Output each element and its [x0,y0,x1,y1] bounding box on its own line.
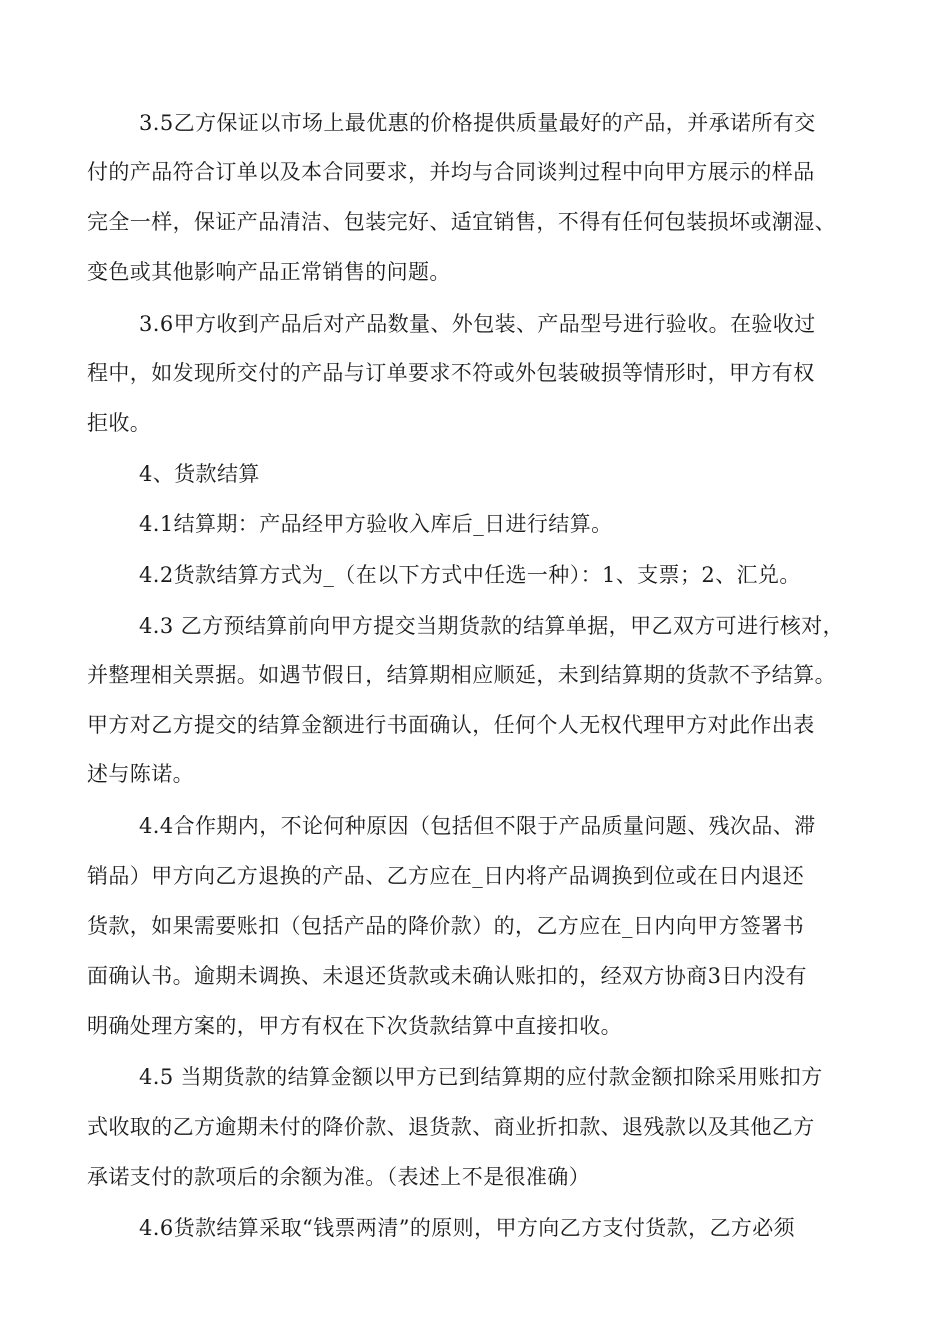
text-line: 货款，如果需要账扣（包括产品的降价款）的，乙方应在_日内向甲方签署书 [87,914,805,938]
text-line: 3.6甲方收到产品后对产品数量、外包装、产品型号进行验收。在验收过 [139,312,816,336]
text-line: 并整理相关票据。如遇节假日，结算期相应顺延，未到结算期的货款不予结算。 [87,663,836,687]
text-line: 3.5乙方保证以市场上最优惠的价格提供质量最好的产品，并承诺所有交 [139,111,816,135]
text-line: 述与陈诺。 [87,762,194,786]
text-line: 面确认书。逾期未调换、未退还货款或未确认账扣的，经双方协商3日内没有 [87,964,807,988]
text-line: 4.5 当期货款的结算金额以甲方已到结算期的应付款金额扣除采用账扣方 [139,1065,823,1089]
text-line: 4.1结算期：产品经甲方验收入库后_日进行结算。 [139,512,613,536]
text-line: 拒收。 [87,411,152,435]
text-line: 承诺支付的款项后的余额为准。（表述上不是很准确） [87,1165,591,1189]
text-line: 付的产品符合订单以及本合同要求，并均与合同谈判过程中向甲方展示的样品 [87,160,815,184]
text-line: 4.4合作期内，不论何种原因（包括但不限于产品质量问题、残次品、滞 [139,814,816,838]
text-line: 式收取的乙方逾期未付的降价款、退货款、商业折扣款、退残款以及其他乙方 [87,1115,815,1139]
text-line: 4.3 乙方预结算前向甲方提交当期货款的结算单据，甲乙双方可进行核对， [139,614,845,638]
text-line: 4.6货款结算采取“钱票两清”的原则，甲方向乙方支付货款，乙方必须 [139,1216,796,1240]
text-line: 程中，如发现所交付的产品与订单要求不符或外包装破损等情形时，甲方有权 [87,361,815,385]
text-line: 变色或其他影响产品正常销售的问题。 [87,260,451,284]
text-line: 甲方对乙方提交的结算金额进行书面确认，任何个人无权代理甲方对此作出表 [87,713,815,737]
text-line: 4.2货款结算方式为_（在以下方式中任选一种）：1、支票；2、汇兑。 [139,563,801,587]
section-heading: 4、货款结算 [139,462,260,486]
text-line: 明确处理方案的，甲方有权在下次货款结算中直接扣收。 [87,1014,622,1038]
text-line: 销品）甲方向乙方退换的产品、乙方应在_日内将产品调换到位或在日内退还 [87,864,805,888]
text-line: 完全一样，保证产品清洁、包装完好、适宜销售，不得有任何包装损坏或潮湿、 [87,210,836,234]
